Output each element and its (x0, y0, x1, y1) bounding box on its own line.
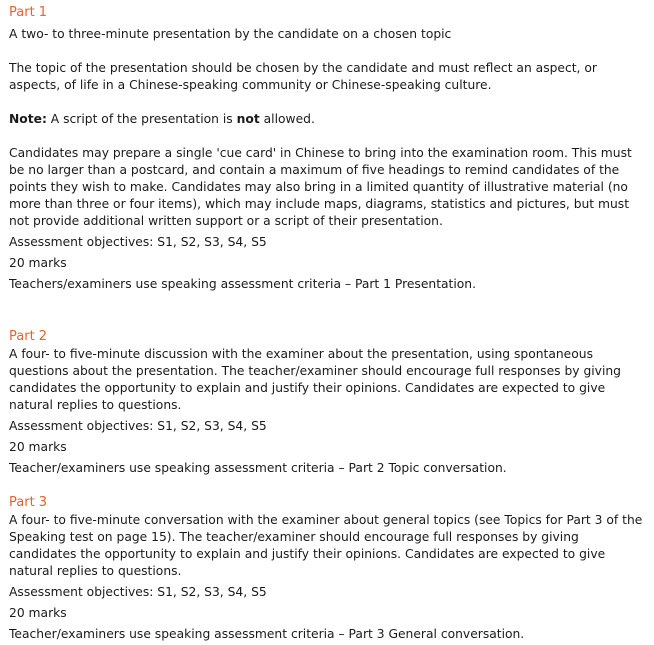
part-1-summary: A two- to three-minute presentation by the candidate on a chosen topic (9, 27, 452, 41)
part-2-summary: A four- to five-minute discussion with the examiner about the presentation, using spontaneous questions about the presentation. The teacher/examiner should encourage full responses by giving candidates the opportunity to explain and justify their opinions. Candidates are expected to give natural replies to questions. (9, 347, 621, 412)
part-1-topic-rule: The topic of the presentation should be chosen by the candidate and must reflect an aspect, or aspects, of life in a Chinese-speaking community or Chinese-speaking culture. (9, 61, 597, 92)
part-2-objectives: Assessment objectives: S1, S2, S3, S4, S5 (9, 419, 267, 433)
part-2-section (9, 328, 645, 477)
part-3-summary: A four- to five-minute conversation with the examiner about general topics (see Topics for Part 3 of the Speaking test on page 15). The teacher/examiner should encourage full responses by giving candidates the opportunity to explain and justify their opinions. Candidates are expected to give natural replies to questions. (9, 513, 643, 578)
part-1-cue-card-rules: Candidates may prepare a single 'cue card' in Chinese to bring into the examination room. This must be no larger than a postcard, and contain a maximum of five headings to remind candidates of the points they wish to make. Candidates may also bring in a limited quantity of illustrative material (no more than three or four items), which may include maps, diagrams, statistics and pictures, but must not provide additional written support or a script of their presentation. (9, 146, 632, 228)
part-1-objectives: Assessment objectives: S1, S2, S3, S4, S5 (9, 235, 267, 249)
part-3-criteria: Teacher/examiners use speaking assessment criteria – Part 3 General conversation. (9, 627, 525, 641)
part-2-marks: 20 marks (9, 440, 67, 454)
part-1-section (9, 4, 645, 293)
part-3-marks: 20 marks (9, 606, 67, 620)
note-text-post: allowed. (259, 112, 315, 126)
note-text-pre: A script of the presentation is (46, 112, 237, 126)
part-2-heading: Part 2 (9, 329, 48, 344)
note-emphasis: not (236, 112, 260, 126)
part-1-criteria: Teachers/examiners use speaking assessment criteria – Part 1 Presentation. (9, 277, 477, 291)
part-1-note (9, 111, 645, 128)
note-label: Note: (9, 112, 47, 126)
part-2-criteria: Teacher/examiners use speaking assessment criteria – Part 2 Topic conversation. (9, 461, 507, 475)
part-1-marks: 20 marks (9, 256, 67, 270)
part-3-heading: Part 3 (9, 495, 48, 510)
part-1-heading: Part 1 (9, 5, 48, 20)
part-3-section (9, 494, 645, 643)
part-3-objectives: Assessment objectives: S1, S2, S3, S4, S5 (9, 585, 267, 599)
document-body (9, 4, 645, 643)
